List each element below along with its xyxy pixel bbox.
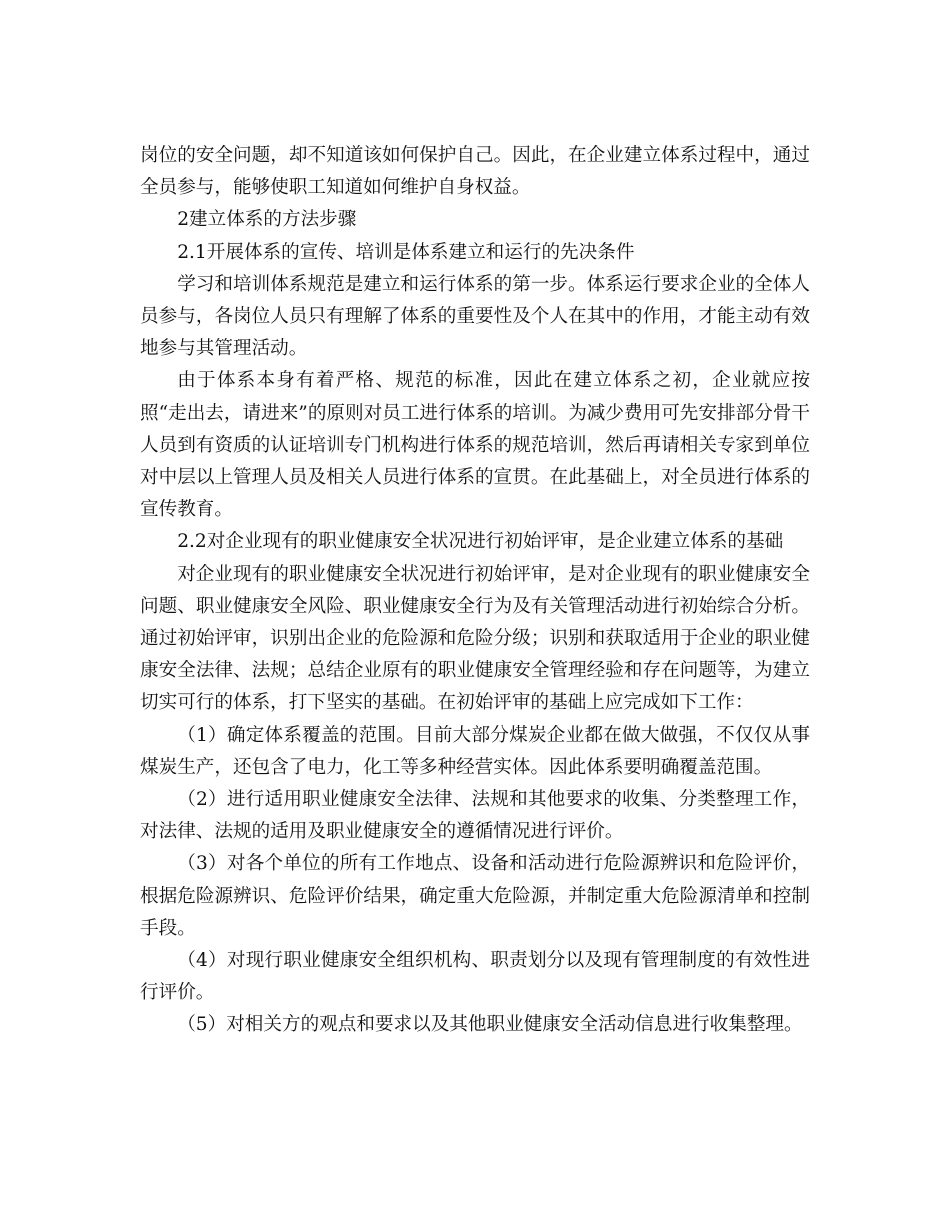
paragraph: 学习和培训体系规范是建立和运行体系的第一步。体系运行要求企业的全体人员参与，各岗位人员只有理解了体系的重要性及个人在其中的作用，才能主动有效地参与其管理活动。 [140,273,810,360]
list-item: （3）对各个单位的所有工作地点、设备和活动进行危险源辨识和危险评价，根据危险源辨识、危险评价结果，确定重大危险源，并制定重大危险源清单和控制手段。 [140,853,810,939]
subsection-heading: 2.1开展体系的宣传、培训是体系建立和运行的先决条件 [177,241,635,263]
paragraph: 对企业现有的职业健康安全状况进行初始评审，是对企业现有的职业健康安全问题、职业健康安全风险、职业健康安全行为及有关管理活动进行初始综合分析。通过初始评审，识别出企业的危险源和危险分级；识别和获取适用于企业的职业健康安全法律、法规；总结企业原有的职业健康安全管理经验和存在问题等，为建立切实可行的体系，打下坚实的基础。在初始评审的基础上应完成如下工作： [140,563,810,714]
paragraph: 由于体系本身有着严格、规范的标准，因此在建立体系之初，企业就应按照“走出去，请进来”的原则对员工进行体系的培训。为减少费用可先安排部分骨干人员到有资质的认证培训专门机构进行体系的规范培训，然后再请相关专家到单位对中层以上管理人员及相关人员进行体系的宣贯。在此基础上，对全员进行体系的宣传教育。 [140,370,810,521]
paragraph: 岗位的安全问题，却不知道该如何保护自己。因此，在企业建立体系过程中，通过全员参与，能够使职工知道如何维护自身权益。 [140,145,810,199]
list-item: （1）确定体系覆盖的范围。目前大部分煤炭企业都在做大做强，不仅仅从事煤炭生产，还包含了电力，化工等多种经营实体。因此体系要明确覆盖范围。 [140,724,810,778]
list-item: （4）对现行职业健康安全组织机构、职责划分以及现有管理制度的有效性进行评价。 [140,950,810,1004]
section-heading: 2建立体系的方法步骤 [177,209,357,231]
document-page [140,140,810,1042]
subsection-heading: 2.2对企业现有的职业健康安全状况进行初始评审，是企业建立体系的基础 [177,531,784,553]
list-item: （2）进行适用职业健康安全法律、法规和其他要求的收集、分类整理工作，对法律、法规的适用及职业健康安全的遵循情况进行评价。 [140,789,810,843]
list-item: （5）对相关方的观点和要求以及其他职业健康安全活动信息进行收集整理。 [177,1014,803,1036]
